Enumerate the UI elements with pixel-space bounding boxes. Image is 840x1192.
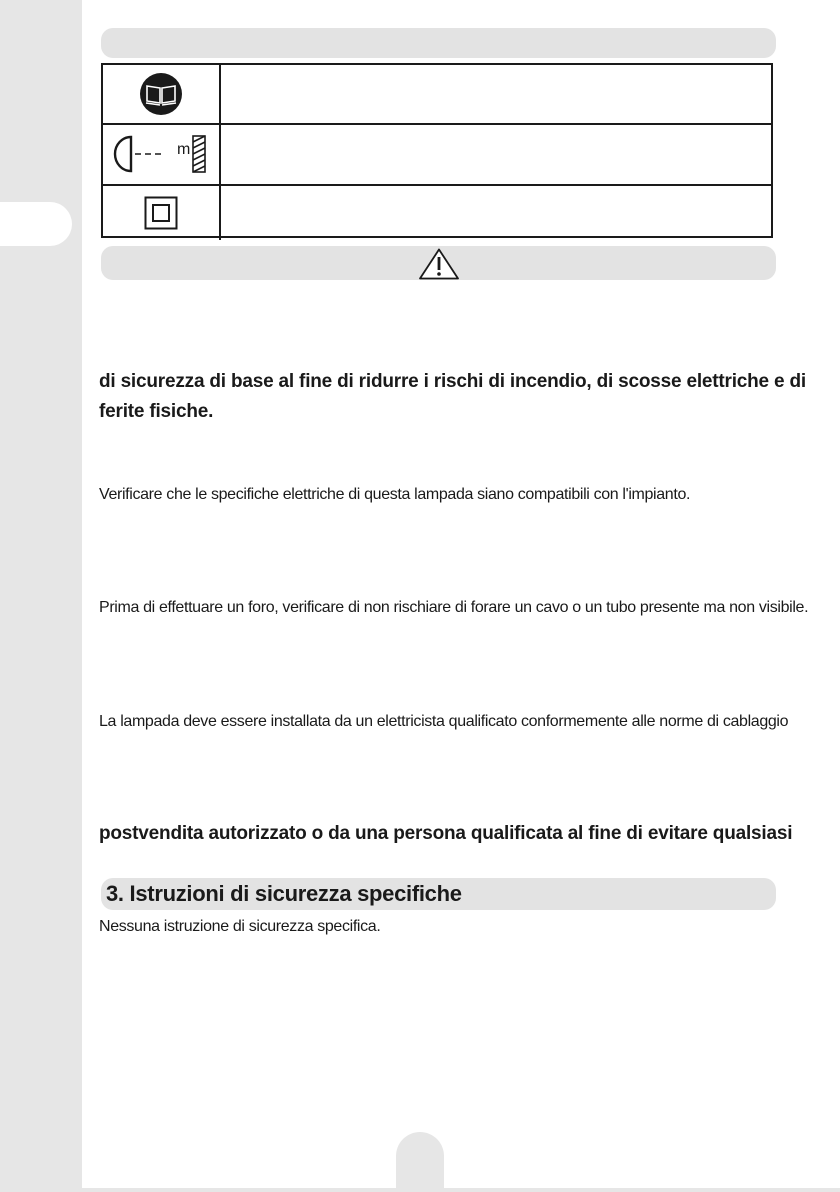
symbol-row-distance	[103, 123, 771, 184]
instruction-line-voltage: Verificare che le specifiche elettriche di questa lampada siano compatibili con l'impianto.	[99, 486, 691, 503]
section-text: Nessuna istruzione di sicurezza specifica.	[99, 918, 381, 935]
side-margin-strip	[0, 0, 82, 1192]
read-manual-icon	[139, 72, 183, 116]
distance-to-object-icon	[111, 133, 211, 175]
double-insulation-icon	[144, 196, 178, 230]
instruction-line-drilling: Prima di effettuare un foro, verificare di non rischiare di forare un cavo o un tubo presente ma non visibile.	[99, 599, 809, 616]
page-number-tab	[396, 1132, 444, 1192]
warning-triangle-icon	[418, 248, 460, 280]
after-sales-bold-line: postvendita autorizzato o da una persona qualificata al fine di evitare qualsiasi	[99, 823, 793, 844]
distance-unit-label: m	[177, 141, 191, 158]
symbol-row-read-manual	[103, 65, 771, 122]
safety-symbols-table	[101, 63, 773, 238]
section-title: 3. Istruzioni di sicurezza specifiche	[106, 881, 462, 906]
side-language-tab	[0, 202, 72, 246]
symbols-header-bar	[101, 28, 776, 58]
safety-intro-bold-line-1: di sicurezza di base al fine di ridurre i rischi di incendio, di scosse elettriche e di	[99, 371, 806, 392]
instruction-line-installation: La lampada deve essere installata da un elettricista qualificato conformemente alle norme di cablaggio	[99, 713, 789, 730]
safety-intro-bold-line-2: ferite fisiche.	[99, 401, 214, 422]
symbol-row-double-insulation	[103, 184, 771, 240]
bottom-margin-strip	[82, 1188, 840, 1192]
